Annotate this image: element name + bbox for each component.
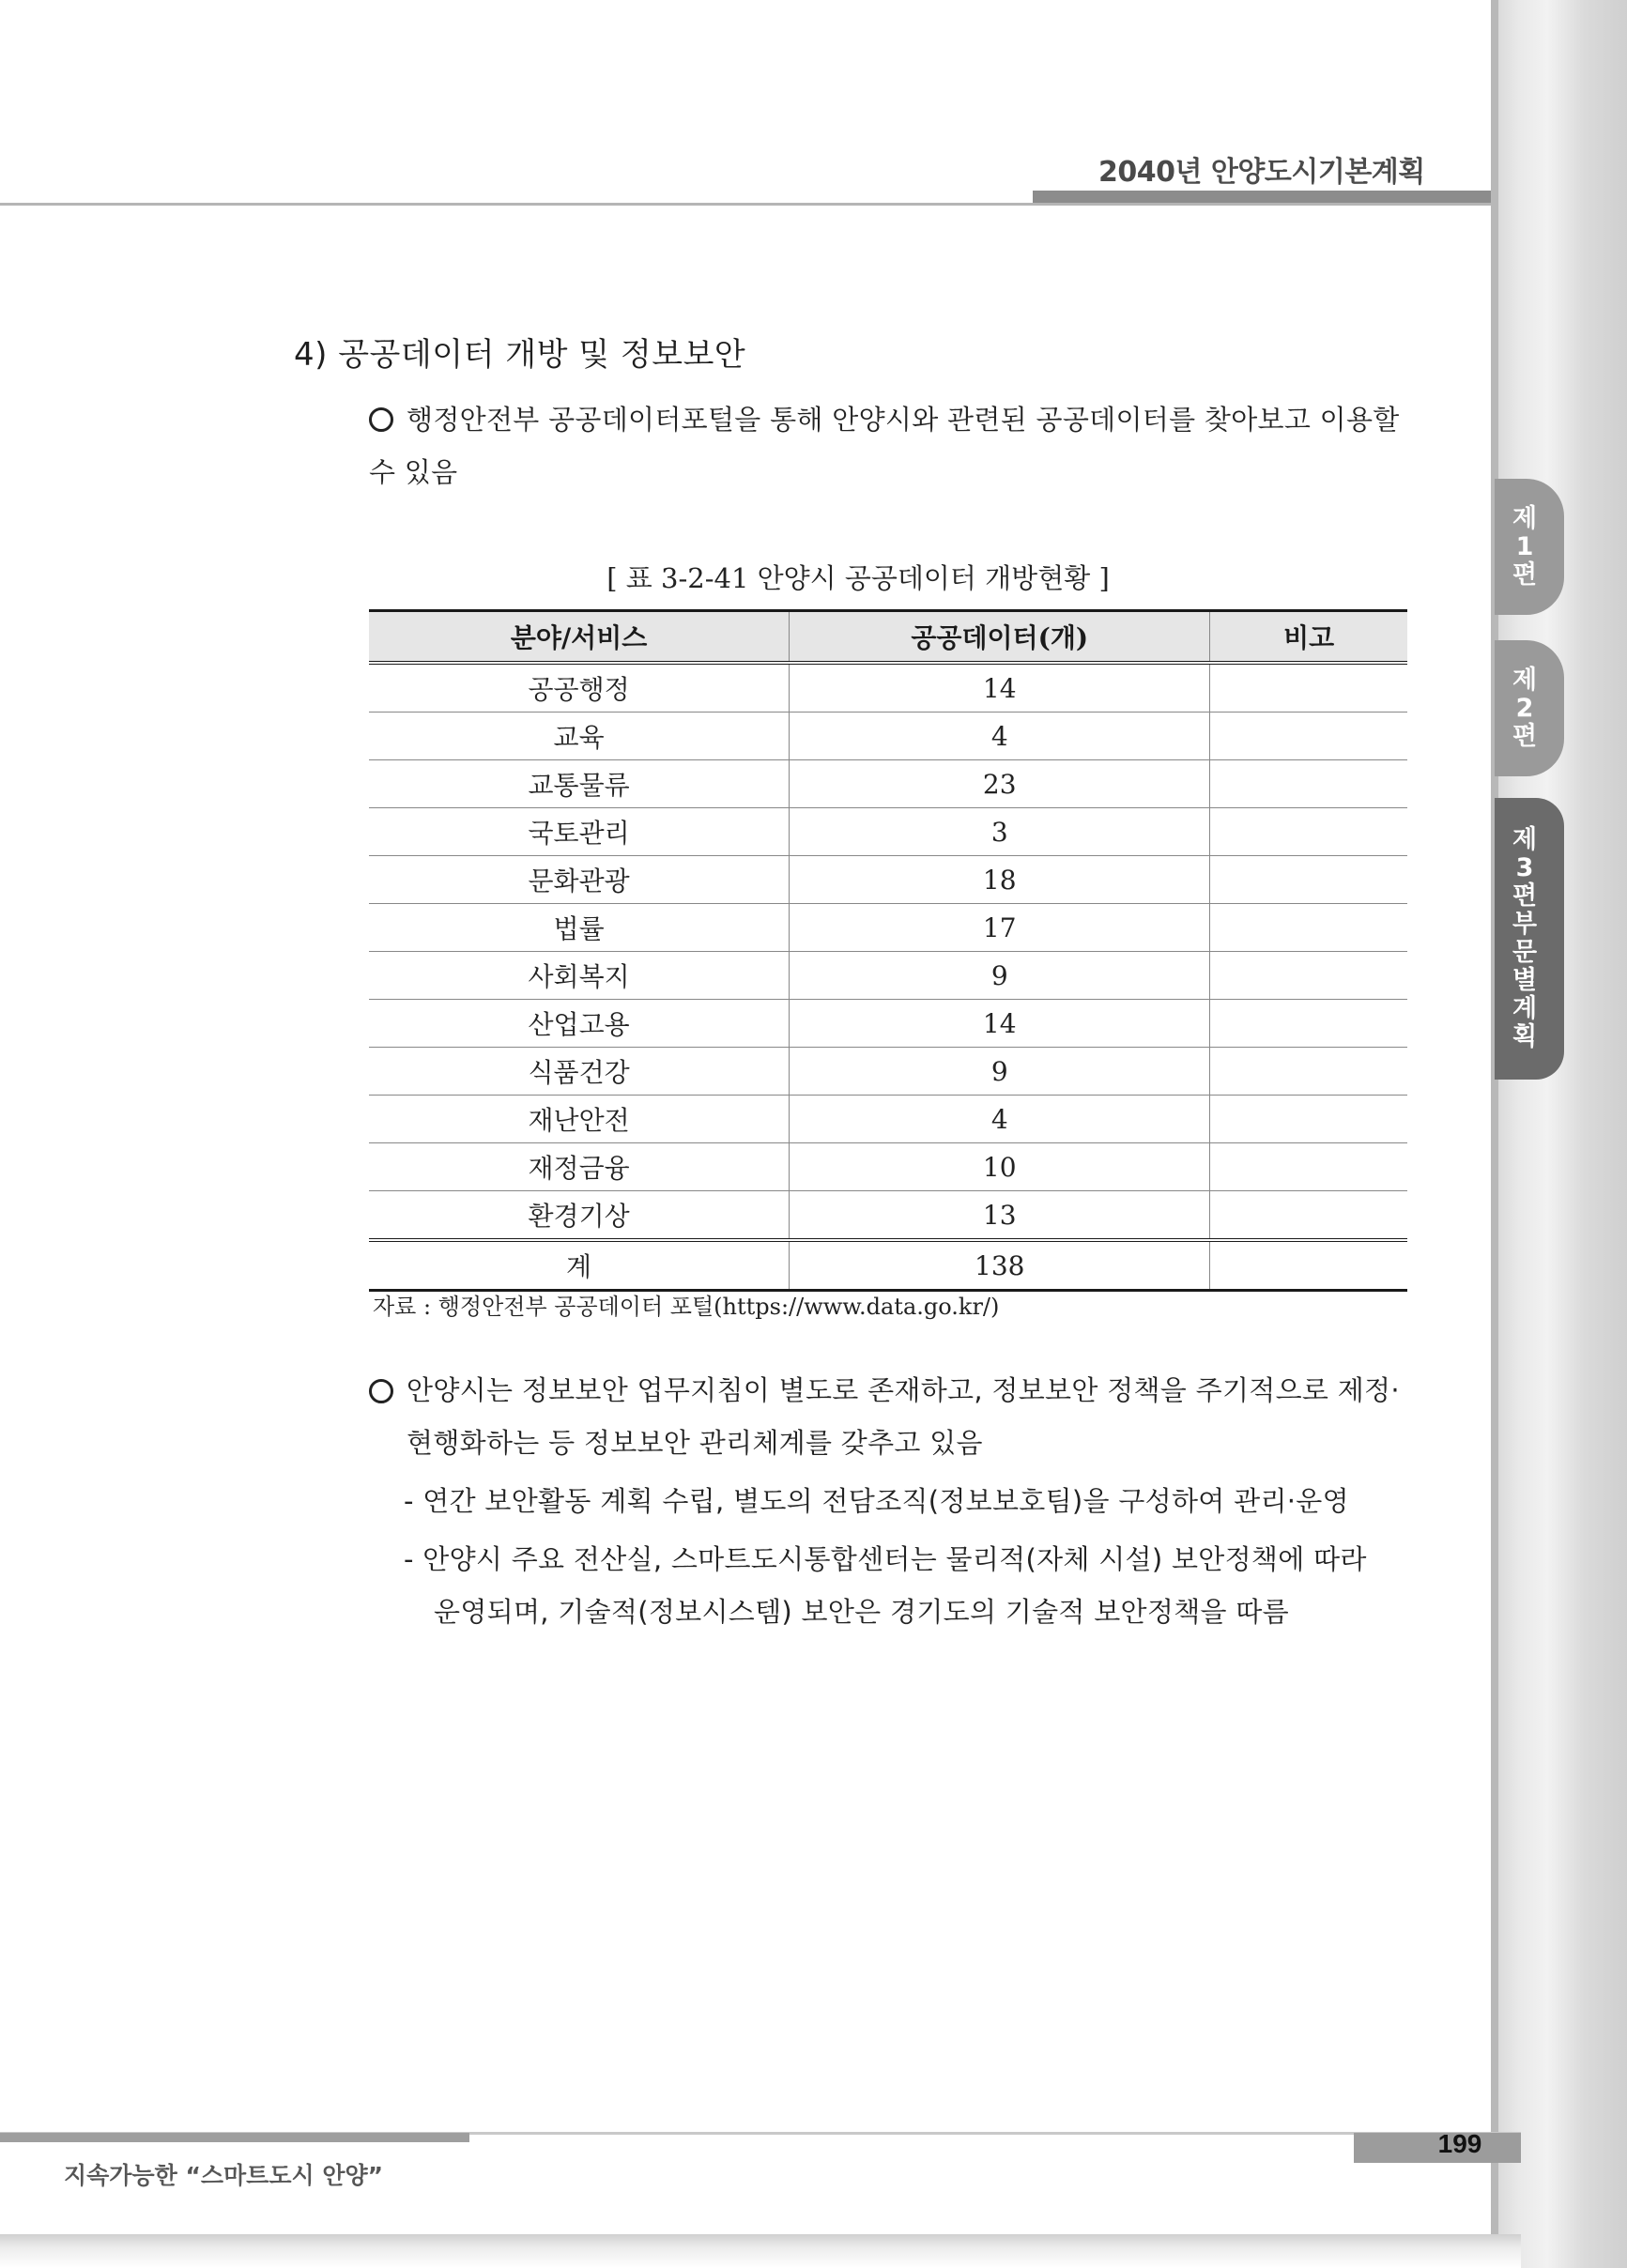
side-tab-label: 제2편 [1512,665,1538,751]
dash-item-continuation: 운영되며, 기술적(정보시스템) 보안은 경기도의 기술적 보안정책을 따름 [434,1596,1289,1628]
side-tab-label: 제1편 [1512,503,1538,590]
category-cell: 공공행정 [369,663,790,713]
side-tab-part2[interactable] [1495,640,1564,776]
category-cell: 산업고용 [369,1000,790,1048]
note-cell [1210,952,1407,1000]
table-row [369,952,1407,1000]
side-tab-label: 제3편 부문별 계획 [1512,825,1538,1051]
note-cell [1210,1048,1407,1096]
column-header: 공공데이터(개) [790,611,1210,664]
table-row [369,1000,1407,1048]
table-total-row [369,1240,1407,1291]
category-cell: 교통물류 [369,760,790,808]
note-cell [1210,713,1407,760]
page-bottom-shadow [0,2234,1521,2268]
note-cell [1210,856,1407,904]
count-cell: 14 [790,1000,1210,1048]
total-label-cell: 계 [369,1240,790,1291]
table-row [369,1143,1407,1191]
category-cell: 교육 [369,713,790,760]
header-accent-bar [1033,191,1491,203]
table-row [369,663,1407,713]
footer-accent-bar [0,2133,469,2142]
category-cell: 재정금융 [369,1143,790,1191]
note-cell [1210,1191,1407,1241]
side-tab-part3[interactable] [1495,798,1564,1080]
category-cell: 문화관광 [369,856,790,904]
security-bullet-line2: 현행화하는 등 정보보안 관리체계를 갖추고 있음 [407,1427,983,1459]
bullet-circle-icon [369,1379,393,1403]
section-heading: 4) 공공데이터 개방 및 정보보안 [294,336,746,374]
count-cell: 13 [790,1191,1210,1241]
table-source-note: 자료 : 행정안전부 공공데이터 포털(https://www.data.go.kr/) [373,1294,1000,1320]
category-cell: 환경기상 [369,1191,790,1241]
table-row [369,1191,1407,1241]
header-rule [0,203,1491,206]
count-cell: 4 [790,1096,1210,1143]
count-cell: 10 [790,1143,1210,1191]
page-edge-shadow [1491,0,1627,2268]
table-row [369,713,1407,760]
category-cell: 법률 [369,904,790,952]
count-cell: 17 [790,904,1210,952]
page-number: 199 [1437,2129,1482,2158]
table-row [369,1096,1407,1143]
table-row [369,1048,1407,1096]
security-bullet-line1: 안양시는 정보보안 업무지침이 별도로 존재하고, 정보보안 정책을 주기적으로 제정· [407,1374,1400,1406]
note-cell [1210,808,1407,856]
page-edge-strip [1491,0,1498,2244]
open-data-table [369,609,1407,1292]
category-cell: 사회복지 [369,952,790,1000]
total-count-cell: 138 [790,1240,1210,1291]
count-cell: 18 [790,856,1210,904]
note-cell [1210,1096,1407,1143]
footer-title: 지속가능한 “스마트도시 안양” [64,2162,384,2189]
table-caption: [ 표 3-2-41 안양시 공공데이터 개방현황 ] [606,562,1110,594]
note-cell [1210,760,1407,808]
note-cell [1210,904,1407,952]
count-cell: 9 [790,1048,1210,1096]
column-header: 비고 [1210,611,1407,664]
category-cell: 국토관리 [369,808,790,856]
count-cell: 9 [790,952,1210,1000]
table-header-row [369,611,1407,664]
table-row [369,856,1407,904]
total-note-cell [1210,1240,1407,1291]
count-cell: 4 [790,713,1210,760]
column-header: 분야/서비스 [369,611,790,664]
dash-item: - 연간 보안활동 계획 수립, 별도의 전담조직(정보보호팀)을 구성하여 관리·운영 [404,1485,1349,1517]
document-title: 2040년 안양도시기본계획 [1098,156,1425,189]
bullet-paragraph: 행정안전부 공공데이터포털을 통해 안양시와 관련된 공공데이터를 찾아보고 이용할 수 있음 [369,404,1400,488]
dash-item: - 안양시 주요 전산실, 스마트도시통합센터는 물리적(자체 시설) 보안정책에 따라 [404,1543,1367,1575]
note-cell [1210,1000,1407,1048]
category-cell: 재난안전 [369,1096,790,1143]
count-cell: 23 [790,760,1210,808]
count-cell: 3 [790,808,1210,856]
category-cell: 식품건강 [369,1048,790,1096]
count-cell: 14 [790,663,1210,713]
note-cell [1210,1143,1407,1191]
table-row [369,760,1407,808]
note-cell [1210,663,1407,713]
table-row [369,808,1407,856]
table-row [369,904,1407,952]
